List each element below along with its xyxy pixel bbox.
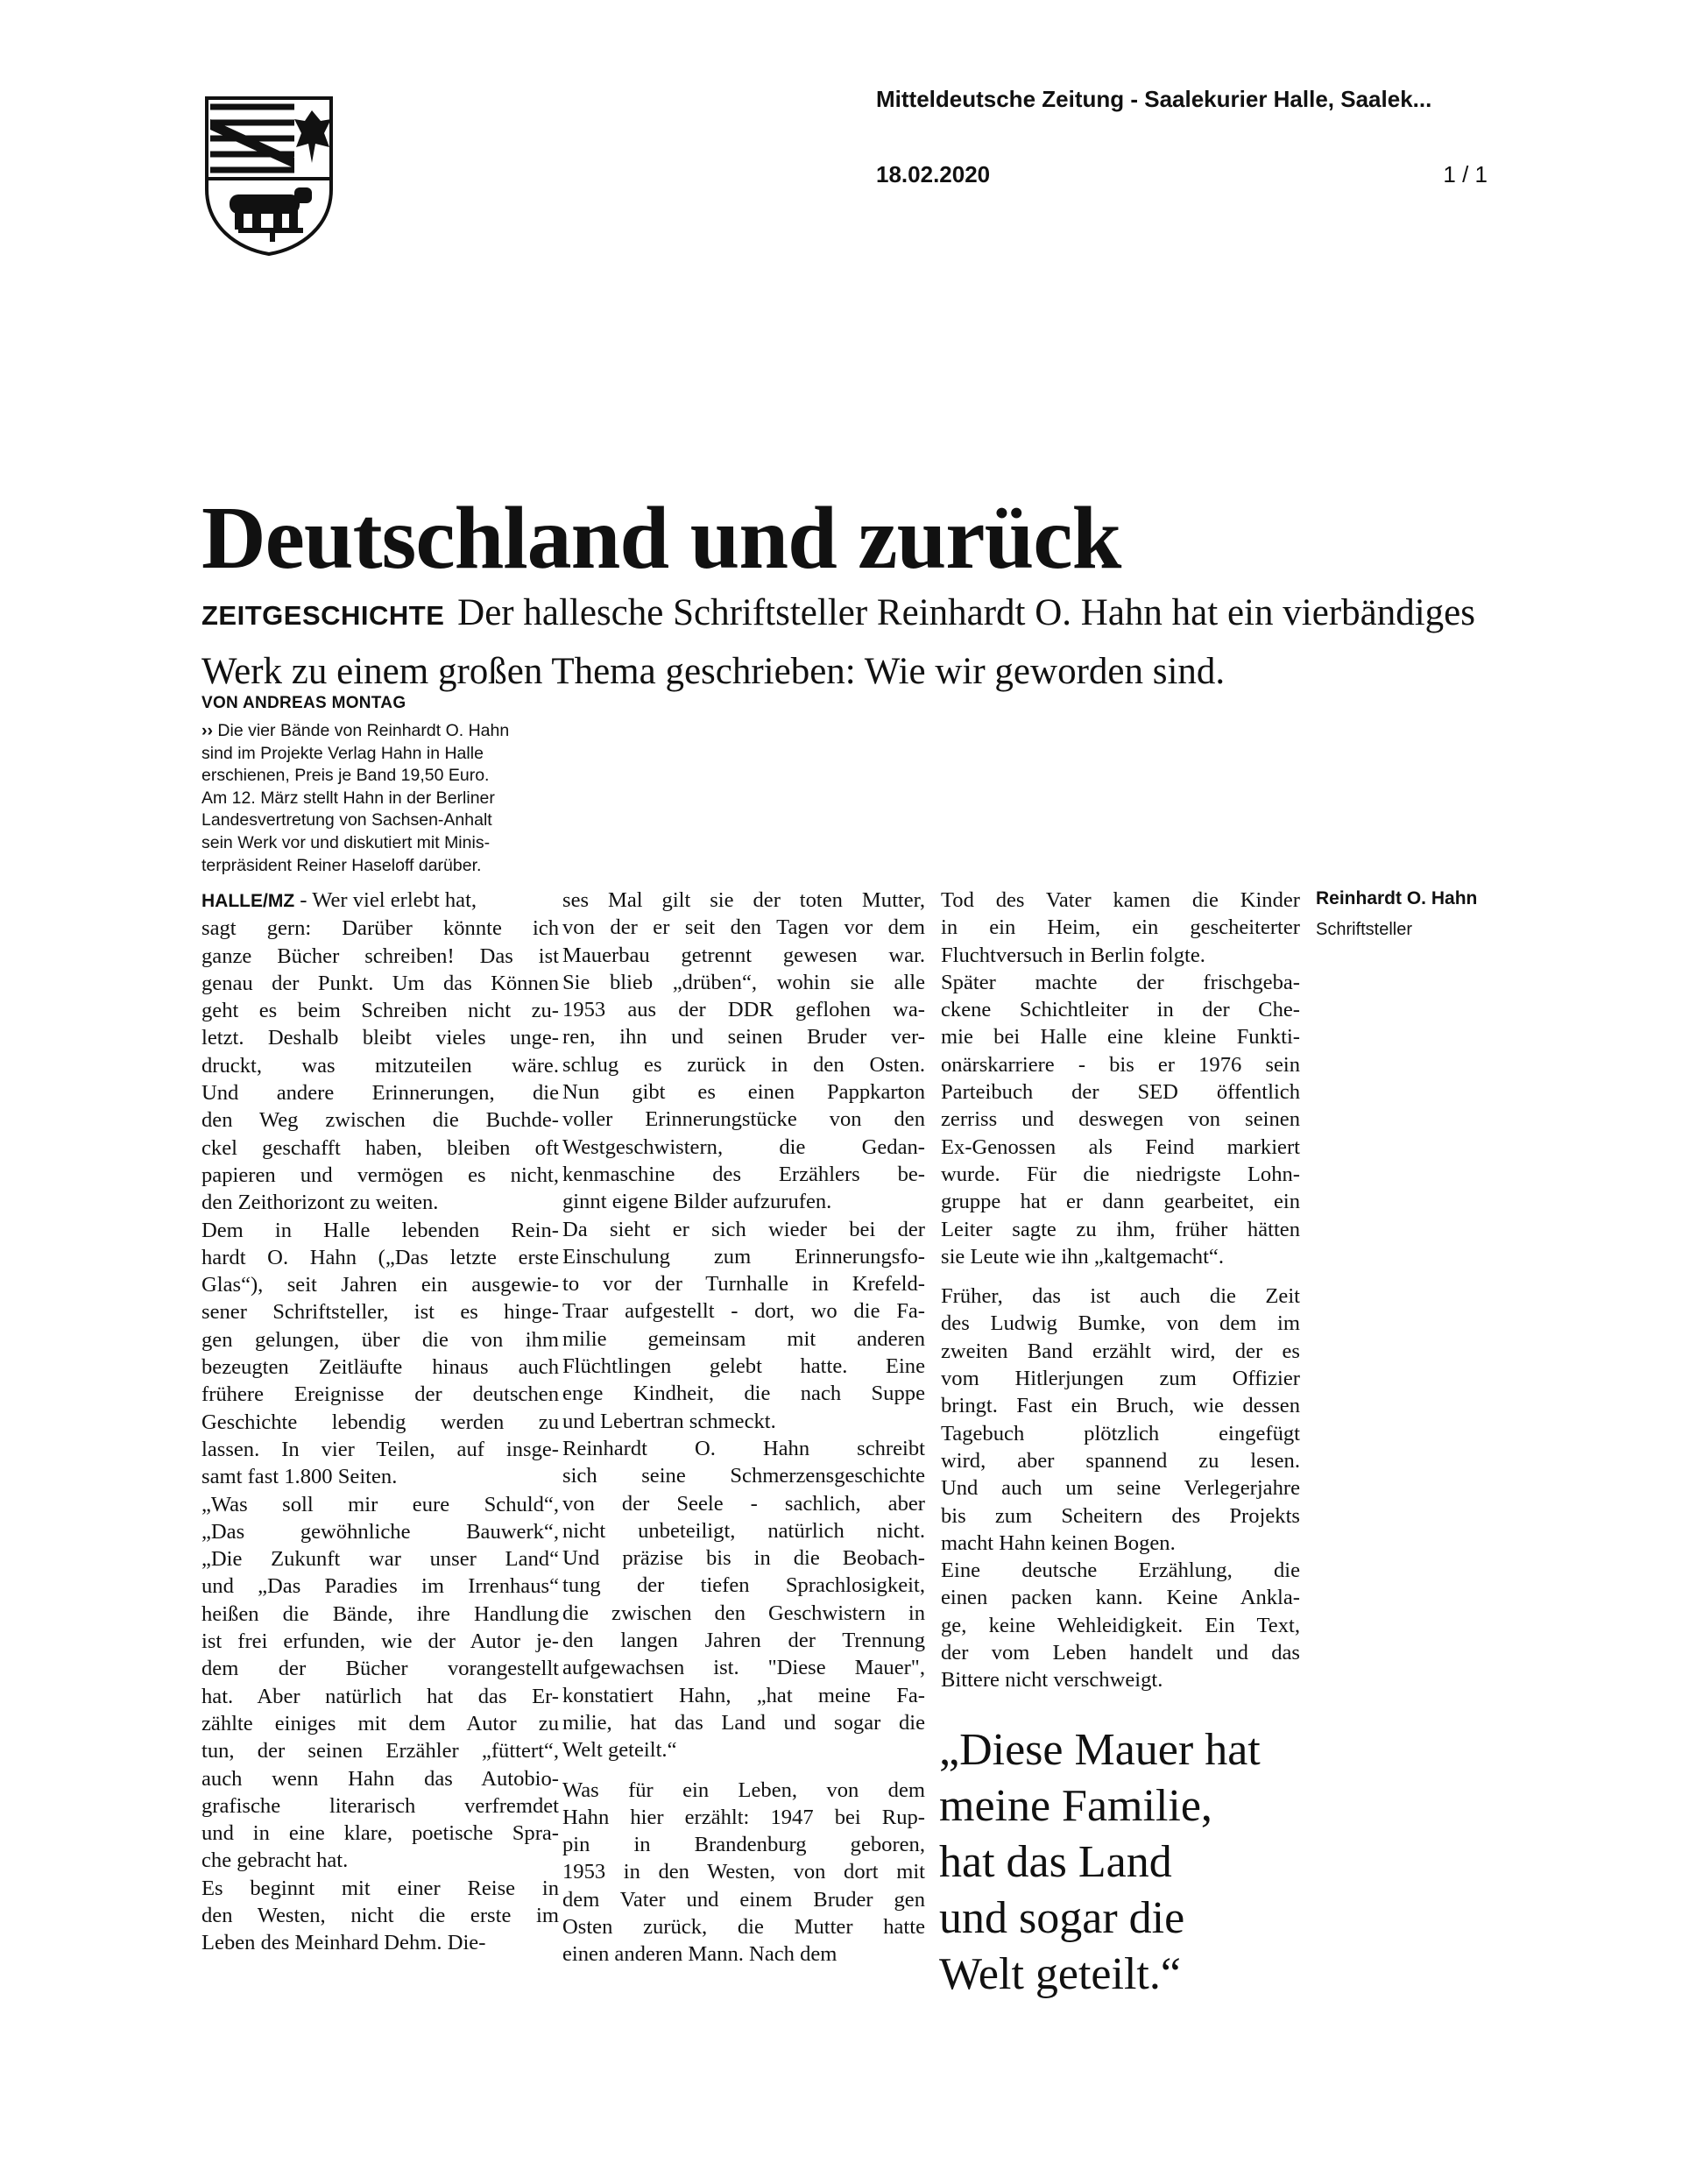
text-line: hardt O. Hahn („Das letzte erste (201, 1245, 559, 1269)
pull-quote-line: Welt geteilt.“ (939, 1949, 1181, 1999)
coat-of-arms-icon (203, 95, 335, 258)
text-line: und in eine klare, poetische Spra- (201, 1821, 559, 1846)
text-line: den Zeithorizont zu weiten. (201, 1191, 439, 1215)
text-line: to vor der Turnhalle in Krefeld- (562, 1272, 925, 1297)
text-line: Parteibuch der SED öffentlich (941, 1080, 1300, 1105)
text-line: bis zum Scheitern des Projekts (941, 1503, 1300, 1528)
text-line: wurde. Für die niedrigste Lohn- (941, 1162, 1300, 1186)
text-line: Und auch um seine Verlegerjahre (941, 1476, 1300, 1501)
text-line: Eine deutsche Erzählung, die (941, 1558, 1300, 1583)
text-line: konstatiert Hahn, „hat meine Fa- (562, 1683, 925, 1707)
text-line: Westgeschwistern, die Gedan- (562, 1134, 925, 1159)
text-line: auch wenn Hahn das Autobio- (201, 1766, 559, 1791)
text-line: einen packen kann. Keine Ankla- (941, 1586, 1300, 1610)
photo-caption-name: Reinhardt O. Hahn (1316, 888, 1478, 908)
text-line: Später machte der frischgeba- (941, 970, 1300, 994)
text-line: zerriss und deswegen von seinen (941, 1107, 1300, 1132)
text-line: „Das gewöhnliche Bauwerk“, (201, 1519, 559, 1544)
text-line: Mauerbau getrennt gewesen war. (562, 943, 925, 967)
text-line: den langen Jahren der Trennung (562, 1629, 925, 1653)
text-line: Nun gibt es einen Pappkarton (562, 1080, 925, 1105)
text-line: gen gelungen, über die von ihm (201, 1327, 559, 1352)
text-line: dem der Bücher vorangestellt (201, 1657, 559, 1681)
page-count: 1 / 1 (1443, 161, 1488, 187)
text-line: die zwischen den Geschwistern in (562, 1601, 925, 1625)
info-line (201, 720, 569, 743)
text-line: Hahn hier erzählt: 1947 bei Rup- (562, 1805, 925, 1829)
text-line: sagt gern: Darüber könnte ich (201, 916, 559, 941)
text-line: papieren und vermögen es nicht, (201, 1163, 559, 1187)
pull-quote-line: meine Familie, (939, 1781, 1212, 1831)
text-line: Es beginnt mit einer Reise in (201, 1876, 559, 1900)
text-line: grafische literarisch verfremdet (201, 1793, 559, 1818)
text-line: vom Hitlerjungen zum Offizier (941, 1367, 1300, 1391)
text-line: ses Mal gilt sie der toten Mutter, (562, 888, 925, 912)
text-line: onärskarriere - bis er 1976 sein (941, 1052, 1300, 1077)
article-column-1 (201, 887, 559, 1957)
text-line: Dem in Halle lebenden Rein- (201, 1218, 559, 1242)
text-line: kenmaschine des Erzählers be- (562, 1162, 925, 1186)
article-column-3 (941, 887, 1300, 1694)
text-line: Was für ein Leben, von dem (562, 1778, 925, 1802)
text-line: Sie blieb „drüben“, wohin sie alle (562, 970, 925, 994)
text-line: enge Kindheit, die nach Suppe (562, 1382, 925, 1406)
info-line (201, 765, 569, 788)
text-line: zählte einiges mit dem Autor zu (201, 1711, 559, 1735)
text-line: gruppe hat er dann gearbeitet, ein (941, 1190, 1300, 1214)
text-line: Tod des Vater kamen die Kinder (941, 888, 1300, 912)
dateline-line (201, 887, 559, 915)
text-line: sener Schriftsteller, ist es hinge- (201, 1300, 559, 1325)
publication-title: Mitteldeutsche Zeitung - Saalekurier Halle, Saalek... (876, 86, 1432, 112)
text-line: den Weg zwischen die Buchde- (201, 1108, 559, 1133)
text-line: ge, keine Wehleidigkeit. Ein Text, (941, 1613, 1300, 1637)
text-line: mie bei Halle eine kleine Funkti- (941, 1025, 1300, 1050)
text-line: schlug es zurück in den Osten. (562, 1052, 925, 1077)
text-line: und Lebertran schmeckt. (562, 1409, 776, 1433)
text-line: von der er seit den Tagen vor dem (562, 915, 925, 940)
text-line: 1953 in den Westen, von dort mit (562, 1860, 925, 1884)
text-line: Da sieht er sich wieder bei der (562, 1217, 925, 1241)
text-line: einen anderen Mann. Nach dem (562, 1942, 837, 1967)
info-line (201, 855, 569, 878)
text-line: von der Seele - sachlich, aber (562, 1491, 925, 1516)
info-text: terpräsident Reiner Haseloff darüber. (201, 855, 482, 875)
text-line: frühere Ereignisse der deutschen (201, 1382, 559, 1407)
info-text: Landesvertretung von Sachsen-Anhalt (201, 810, 492, 830)
text-line: Früher, das ist auch die Zeit (941, 1284, 1300, 1309)
text-line: ckene Schichtleiter in der Che- (941, 998, 1300, 1022)
text-line: und „Das Paradies im Irrenhaus“ (201, 1574, 559, 1599)
text-line: sie Leute wie ihn „kaltgemacht“. (941, 1244, 1224, 1269)
text-line: letzt. Deshalb bleibt vieles unge- (201, 1026, 559, 1050)
info-marker: ›› (201, 721, 213, 740)
text-line: Bittere nicht verschweigt. (941, 1668, 1163, 1693)
text-line: Flüchtlingen gelebt hatte. Eine (562, 1354, 925, 1379)
text-line: ginnt eigene Bilder aufzurufen. (562, 1190, 832, 1214)
text-line: milie gemeinsam mit anderen (562, 1326, 925, 1351)
paragraph-gap (562, 1764, 925, 1777)
text-line: samt fast 1.800 Seiten. (201, 1465, 398, 1489)
text-line: tun, der seinen Erzähler „füttert“, (201, 1739, 559, 1763)
text-line: lassen. In vier Teilen, auf insge- (201, 1437, 559, 1461)
info-text: Am 12. März stellt Hahn in der Berliner (201, 788, 495, 808)
text-line: voller Erinnerungstücke von den (562, 1107, 925, 1132)
paragraph-gap (941, 1270, 1300, 1283)
text-line: druckt, was mitzuteilen wäre. (201, 1053, 559, 1078)
text-line: Osten zurück, die Mutter hatte (562, 1914, 925, 1939)
section-kicker: ZEITGESCHICHTE (201, 600, 445, 631)
text-line: Fluchtversuch in Berlin folgte. (941, 943, 1205, 967)
text-line: Traar aufgestellt - dort, wo die Fa- (562, 1299, 925, 1324)
byline: VON ANDREAS MONTAG (201, 694, 406, 712)
pull-quote-line: und sogar die (939, 1893, 1185, 1943)
text-line: nicht unbeteiligt, natürlich nicht. (562, 1518, 925, 1543)
info-line (201, 809, 569, 832)
text-line: Und andere Erinnerungen, die (201, 1081, 559, 1106)
text-line: che gebracht hat. (201, 1848, 349, 1873)
text-line: Tagebuch plötzlich eingefügt (941, 1421, 1300, 1445)
text-line: pin in Brandenburg geboren, (562, 1833, 925, 1857)
subheadline (201, 585, 1533, 700)
lead-text: - Wer viel erlebt hat, (294, 888, 477, 912)
text-line: geht es beim Schreiben nicht zu- (201, 999, 559, 1023)
text-line: genau der Punkt. Um das Können (201, 971, 559, 995)
text-line: 1953 aus der DDR geflohen wa- (562, 998, 925, 1022)
pull-quote (939, 1722, 1261, 2003)
text-line: sich seine Schmerzensgeschichte (562, 1464, 925, 1488)
info-line (201, 832, 569, 855)
text-line: tung der tiefen Sprachlosigkeit, (562, 1573, 925, 1598)
text-line: Glas“), seit Jahren ein ausgewie- (201, 1273, 559, 1297)
info-line (201, 788, 569, 810)
text-line: bringt. Fast ein Bruch, wie dessen (941, 1394, 1300, 1418)
text-line: in ein Heim, ein gescheiterter (941, 915, 1300, 940)
info-text: Die vier Bände von Reinhardt O. Hahn (217, 721, 510, 740)
info-line (201, 743, 569, 766)
text-line: Leiter sagte zu ihm, früher hätten (941, 1217, 1300, 1241)
pull-quote-line: „Diese Mauer hat (939, 1725, 1261, 1775)
text-line: macht Hahn keinen Bogen. (941, 1530, 1176, 1555)
text-line: hat. Aber natürlich hat das Er- (201, 1684, 559, 1708)
text-line: wird, aber spannend zu lesen. (941, 1448, 1300, 1473)
text-line: „Die Zukunft war unser Land“ (201, 1547, 559, 1572)
text-line: aufgewachsen ist. "Diese Mauer", (562, 1656, 925, 1680)
info-text: sind im Projekte Verlag Hahn in Halle (201, 743, 484, 763)
text-line: heißen die Bände, ihre Handlung (201, 1601, 559, 1626)
info-text: sein Werk vor und diskutiert mit Minis- (201, 832, 491, 852)
text-line: Reinhardt O. Hahn schreibt (562, 1436, 925, 1460)
text-line: ist frei erfunden, wie der Autor je- (201, 1629, 559, 1654)
info-box (201, 720, 569, 877)
text-line: der vom Leben handelt und das (941, 1641, 1300, 1665)
dateline: HALLE/MZ (201, 891, 295, 911)
text-line: ren, ihn und seinen Bruder ver- (562, 1025, 925, 1050)
text-line: Einschulung zum Erinnerungsfo- (562, 1244, 925, 1269)
pull-quote-line: hat das Land (939, 1837, 1172, 1887)
text-line: dem Vater und einem Bruder gen (562, 1887, 925, 1912)
text-line: Leben des Meinhard Dehm. Die- (201, 1931, 486, 1955)
publication-date: 18.02.2020 (876, 161, 991, 187)
text-line: Welt geteilt.“ (562, 1738, 677, 1763)
text-line: zweiten Band erzählt wird, der es (941, 1339, 1300, 1363)
headline: Deutschland und zurück (201, 489, 1121, 588)
article-column-2 (562, 887, 925, 1968)
text-line: des Ludwig Bumke, von dem im (941, 1311, 1300, 1336)
text-line: ckel geschafft haben, bleiben oft (201, 1135, 559, 1160)
info-text: erschienen, Preis je Band 19,50 Euro. (201, 766, 490, 786)
text-line: ganze Bücher schreiben! Das ist (201, 944, 559, 968)
text-line: „Was soll mir eure Schuld“, (201, 1492, 559, 1516)
dek-text: Der hallesche Schriftsteller Reinhardt O. Hahn hat ein vierbändiges Werk zu einem großen Thema geschrieben: Wie wir geworden sind. (201, 592, 1475, 692)
text-line: den Westen, nicht die erste im (201, 1903, 559, 1927)
text-line: Ex-Genossen als Feind markiert (941, 1134, 1300, 1159)
text-line: Geschichte lebendig werden zu (201, 1410, 559, 1434)
text-line: milie, hat das Land und sogar die (562, 1710, 925, 1735)
photo-caption-role: Schriftsteller (1316, 920, 1413, 939)
text-line: bezeugten Zeitläufte hinaus auch (201, 1355, 559, 1380)
text-line: Und präzise bis in die Beobach- (562, 1546, 925, 1571)
